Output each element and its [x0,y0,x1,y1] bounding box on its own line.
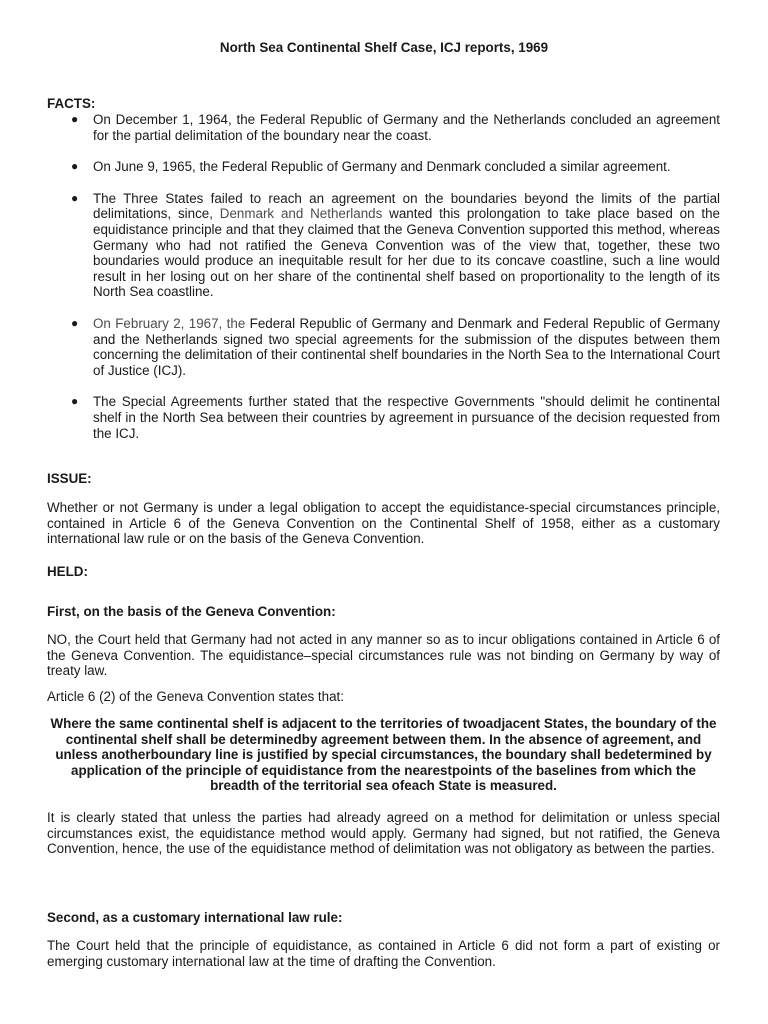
list-item [47,112,720,143]
facts-list [47,112,720,457]
fact-text: Federal Republic of Germany and Denmark and Federal Republic of Germany and the Netherlands signed two special agreements for the submission of the disputes between them concerning the delimitation of their continental shelf boundaries in the North Sea to the International Court of Justice (ICJ). [93,315,720,378]
bullet-icon: ● [71,315,79,330]
fact-text-highlight: Denmark and Netherlands [219,206,383,222]
second-basis-text: The Court held that the principle of equidistance, as contained in Article 6 did not form a part of existing or emerging customary international law at the time of drafting the Convention. [47,938,720,969]
fact-text: On December 1, 1964, the Federal Republic of Germany and the Netherlands concluded an agreement for the partial delimitation of the boundary near the coast. [93,112,720,143]
list-item [47,394,720,441]
fact-text: The Three States failed to reach an agreement on the boundaries beyond the limits of the partial delimitations, since, [93,190,720,222]
bullet-icon: ● [71,394,79,409]
fact-text: The Special Agreements further stated that the respective Governments "should delimit he continental shelf in the North Sea between their countries by agreement in pursuance of the decision requested from the ICJ. [93,394,720,441]
article-quote: Where the same continental shelf is adjacent to the territories of twoadjacent States, the boundary of the continental shelf shall be determinedby agreement between them. In the absence of agreement, and unless anotherboundary line is justified by special circumstances, the boundary shall bedetermined by application of the principle of equidistance from the nearestpoints of the baselines from which the breadth of the territorial sea ofeach State is measured. [50,716,717,794]
issue-text: Whether or not Germany is under a legal obligation to accept the equidistance-special circumstances principle, contained in Article 6 of the Geneva Convention on the Continental Shelf of 1958, either as a customary international law rule or on the basis of the Geneva Convention. [47,500,720,547]
first-basis-text: NO, the Court held that Germany had not acted in any manner so as to incur obligations contained in Article 6 of the Geneva Convention. The equidistance–special circumstances rule was not binding on Germany by way of treaty law. [47,632,720,679]
article-intro: Article 6 (2) of the Geneva Convention states that: [47,689,344,704]
bullet-icon: ● [71,112,79,126]
second-basis-heading: Second, as a customary international law rule: [47,910,343,925]
bullet-icon: ● [71,159,79,174]
list-item [47,159,720,175]
list-item [47,191,720,300]
held-heading: HELD: [47,564,88,579]
after-quote-text: It is clearly stated that unless the parties had already agreed on a method for delimitation or unless special circumstances exist, the equidistance method would apply. Germany had signed, but not ratified, the Geneva Convention, hence, the use of the equidistance method of delimitation was not obligatory as between the parties. [47,810,720,857]
document-title: North Sea Continental Shelf Case, ICJ reports, 1969 [219,40,549,55]
fact-text-highlight: On February 2, 1967, the [93,315,246,331]
fact-text: wanted this prolongation to take place based on the equidistance principle and that they claimed that the Geneva Convention supported this method, whereas Germany who had not ratified the Geneva Convention was of the view that, together, these two boundaries would produce an inequitable result for her due to its concave coastline, such a line would result in her losing out on her share of the continental shelf based on proportionality to the length of its North Sea coastline. [93,206,720,300]
issue-heading: ISSUE: [47,471,92,486]
first-basis-heading: First, on the basis of the Geneva Convention: [47,604,336,619]
fact-text: On June 9, 1965, the Federal Republic of Germany and Denmark concluded a similar agreement. [93,159,671,175]
bullet-icon: ● [71,190,79,205]
list-item [47,316,720,378]
facts-heading: FACTS: [47,96,96,111]
